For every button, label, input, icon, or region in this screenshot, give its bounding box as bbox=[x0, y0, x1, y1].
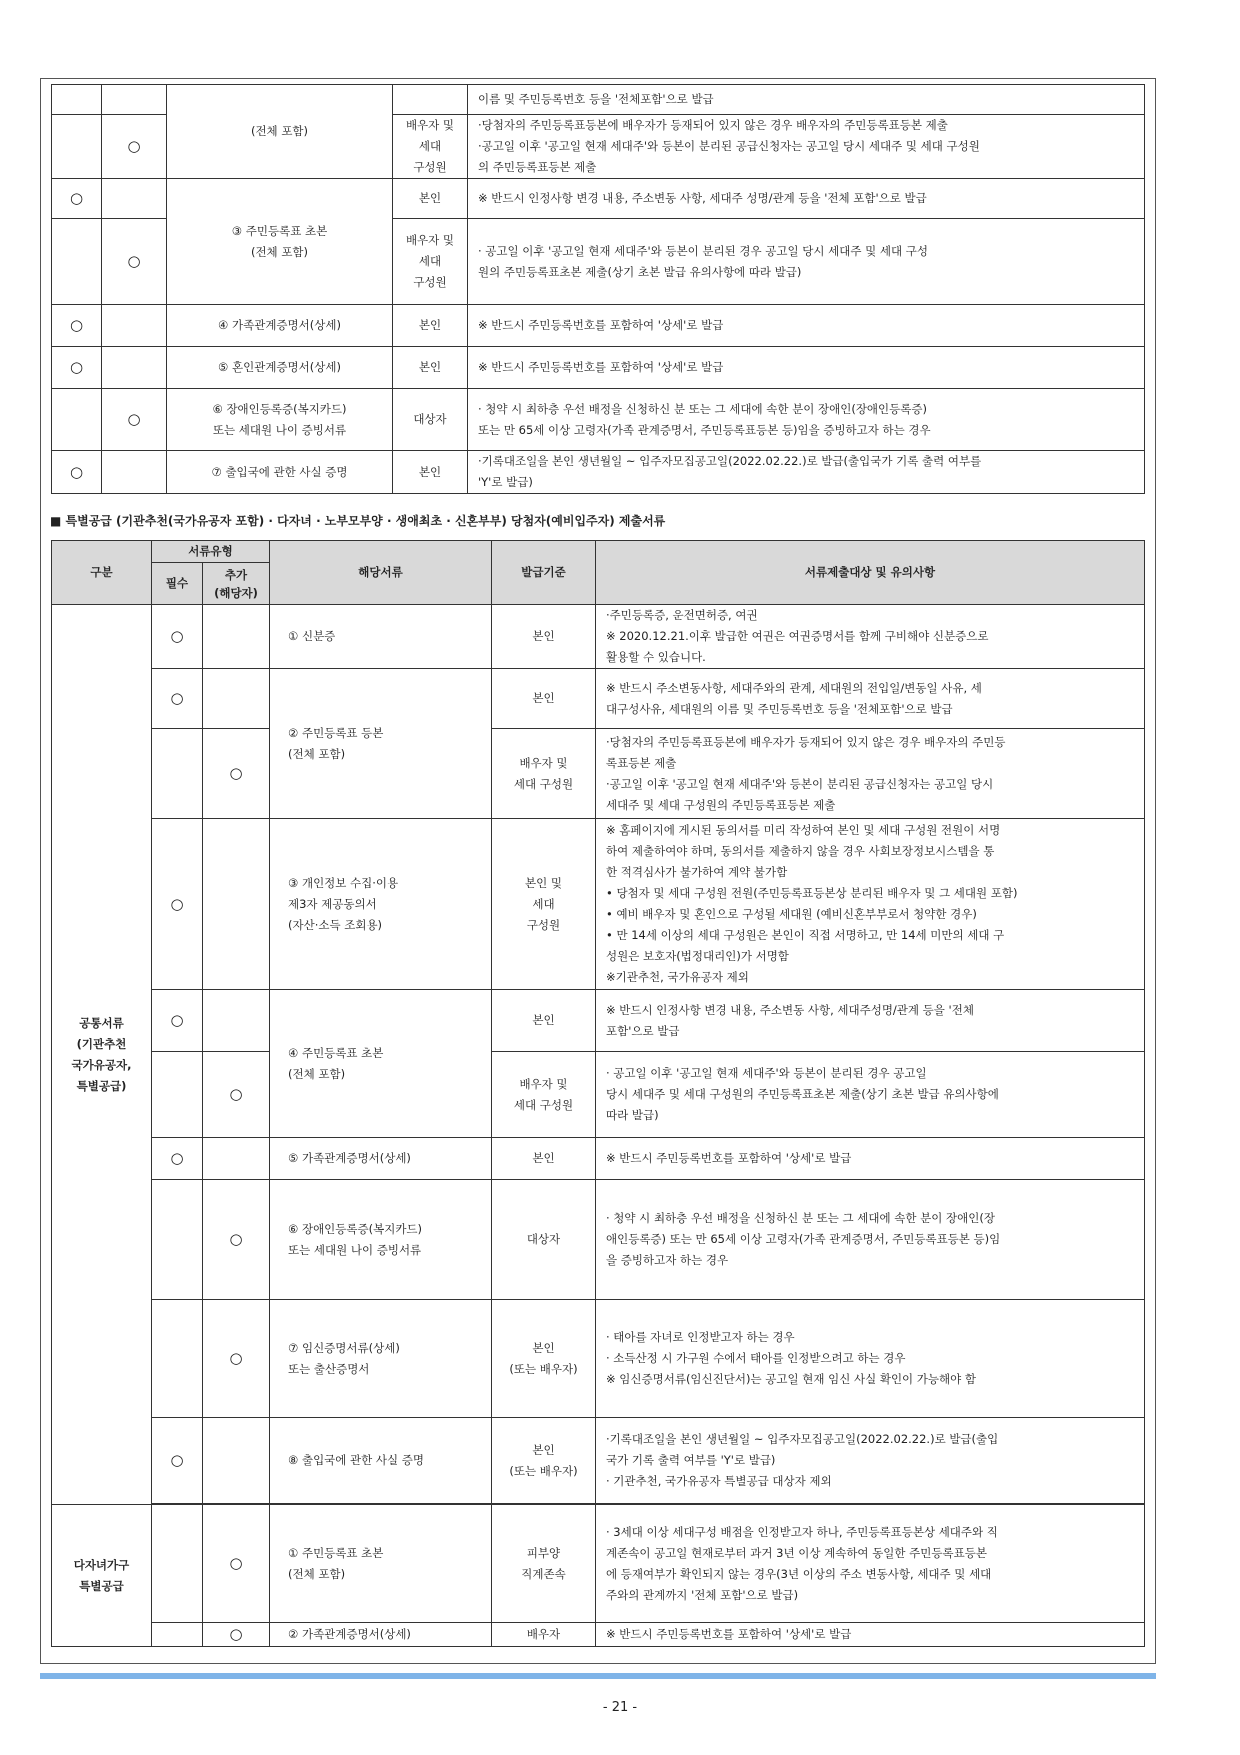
table-row: 공통서류 (기관추천 국가유공자, 특별공급) ○ ① 신분증 본인 ·주민등록증, 운전면허증, 여권 ※ 2020.12.21.이후 발급한 여권은 여권증명서를 함께 구비해야 신분증으로 활용할 수 있습니다. bbox=[52, 605, 1145, 669]
table-row: 다자녀가구 특별공급 ○ ① 주민등록표 초본 (전체 포함) 피부양 직계존속 · 3세대 이상 세대구성 배점을 인정받고자 하나, 주민등록표등본상 세대주와 직 계존속이 공고일 현재로부터 과거 3년 이상 계속하여 동일한 주민등록표등본 에 등재여부가 확인되지 않는 경우(3년 이상의 주소 변동사항, 세대주 및 세대 주와의 관계까지 '전체 포함'으로 발급) bbox=[52, 1505, 1145, 1623]
table-row bbox=[52, 85, 1145, 115]
additional-mark: ○ bbox=[102, 115, 167, 179]
table-row: ○ 배우자 및 세대 구성원 · 공고일 이후 '공고일 현재 세대주'와 등본이 분리된 경우 공고일 당시 세대주 및 세대 구성 원의 주민등록표초본 제출(상기 초본 발급 유의사항에 따라 발급) bbox=[52, 219, 1145, 305]
document-name: ⑥ 장애인등록증(복지카드) 또는 세대원 나이 증빙서류 bbox=[270, 1180, 492, 1300]
category-common: 공통서류 (기관추천 국가유공자, 특별공급) bbox=[52, 605, 152, 1505]
header-category: 구분 bbox=[52, 541, 152, 605]
note: 이름 및 주민등록번호 등을 '전체포함'으로 발급 bbox=[468, 85, 1145, 115]
table-row: ○ ⑥ 장애인등록증(복지카드) 또는 세대원 나이 증빙서류 대상자 · 청약 시 최하층 우선 배정을 신청하신 분 또는 그 세대에 속한 분이 장애인(장애인등록증) 또는 만 65세 이상 고령자(가족 관계증명서, 주민등록표등본 등)임을 증빙하고자 하는 경우 bbox=[52, 389, 1145, 451]
document-name: ⑤ 가족관계증명서(상세) bbox=[270, 1138, 492, 1180]
document-name: ④ 주민등록표 초본 (전체 포함) bbox=[270, 990, 492, 1138]
table-row: ○ ⑦ 임신증명서류(상세) 또는 출산증명서 본인 (또는 배우자) · 태아를 자녀로 인정받고자 하는 경우 · 소득산정 시 가구원 수에서 태아를 인정받으려고 하는 경우 ※ 임신증명서류(임신진단서)는 공고일 현재 임신 사실 확인이 가능해야 함 bbox=[52, 1300, 1145, 1418]
document-name: (전체 포함) bbox=[167, 85, 393, 179]
category-multi-child: 다자녀가구 특별공급 bbox=[52, 1505, 152, 1647]
table-row: ○ ⑥ 장애인등록증(복지카드) 또는 세대원 나이 증빙서류 대상자 · 청약 시 최하층 우선 배정을 신청하신 분 또는 그 세대에 속한 분이 장애인(장 애인등록증) 또는 만 65세 이상 고령자(가족 관계증명서, 주민등록표등본 등)임 을 증빙하고자 하는 경우 bbox=[52, 1180, 1145, 1300]
table-row: ○ ⑤ 혼인관계증명서(상세) 본인 ※ 반드시 주민등록번호를 포함하여 '상세'로 발급 bbox=[52, 347, 1145, 389]
table-row: ○ 배우자 및 세대 구성원 ·당첨자의 주민등록표등본에 배우자가 등재되어 있지 않은 경우 배우자의 주민등록표등본 제출 ·공고일 이후 '공고일 현재 세대주'와 등본이 분리된 공급신청자는 공고일 당시 세대주 및 세대 구성원 의 주민등록표등본 제출 bbox=[52, 115, 1145, 179]
document-name: ② 가족관계증명서(상세) bbox=[270, 1623, 492, 1647]
footer-bar bbox=[40, 1673, 1156, 1679]
header-required: 필수 bbox=[152, 563, 203, 605]
table-row: ○ ④ 가족관계증명서(상세) 본인 ※ 반드시 주민등록번호를 포함하여 '상세'로 발급 bbox=[52, 305, 1145, 347]
document-name: ① 주민등록표 초본 (전체 포함) bbox=[270, 1505, 492, 1623]
table-row: ○ ⑧ 출입국에 관한 사실 증명 본인 (또는 배우자) ·기록대조일을 본인 생년월일 ~ 입주자모집공고일(2022.02.22.)로 발급(출입 국가 기록 출력 여부를 'Y'로 발급) · 기관추천, 국가유공자 특별공급 대상자 제외 bbox=[52, 1418, 1145, 1504]
table-row: ○ 배우자 및 세대 구성원 ·당첨자의 주민등록표등본에 배우자가 등재되어 있지 않은 경우 배우자의 주민등 록표등본 제출 ·공고일 이후 '공고일 현재 세대주'와 등본이 분리된 공급신청자는 공고일 당시 세대주 및 세대 구성원의 주민등록표등본 제출 bbox=[52, 729, 1145, 819]
header-notes: 서류제출대상 및 유의사항 bbox=[596, 541, 1145, 605]
table-row: ○ ② 가족관계증명서(상세) 배우자 ※ 반드시 주민등록번호를 포함하여 '상세'로 발급 bbox=[52, 1623, 1145, 1647]
table-row: ○ ③ 개인정보 수집·이용 제3자 제공동의서 (자산·소득 조회용) 본인 및 세대 구성원 ※ 홈페이지에 게시된 동의서를 미리 작성하여 본인 및 세대 구성원 전원이 서명 하여 제출하여야 하며, 동의서를 제출하지 않을 경우 사회보장정보시스템을 통 한 적격심사가 불가하여 계약 불가함 • 당첨자 및 세대 구성원 전원(주민등록표등본상 분리된 배우자 및 그 세대원 포함) • 예비 배우자 및 혼인으로 구성될 세대원 (예비신혼부부로서 청약한 경우) • 만 14세 이상의 세대 구성원은 본인이 직접 서명하고, 만 14세 미만의 세대 구 성원은 보호자(법정대리인)가 서명함 ※기관추천, 국가유공자 제외 bbox=[52, 819, 1145, 990]
table-row: ○ ⑤ 가족관계증명서(상세) 본인 ※ 반드시 주민등록번호를 포함하여 '상세'로 발급 bbox=[52, 1138, 1145, 1180]
required-mark: ○ bbox=[52, 179, 102, 219]
document-name: ③ 개인정보 수집·이용 제3자 제공동의서 (자산·소득 조회용) bbox=[270, 819, 492, 990]
document-name: ⑧ 출입국에 관한 사실 증명 bbox=[270, 1418, 492, 1504]
section-title: ■ 특별공급 (기관추천(국가유공자 포함) · 다자녀 · 노부모부양 · 생애최초 · 신혼부부) 당첨자(예비입주자) 제출서류 bbox=[50, 514, 666, 528]
document-name: ⑦ 임신증명서류(상세) 또는 출산증명서 bbox=[270, 1300, 492, 1418]
table-row: ○ ③ 주민등록표 초본 (전체 포함) 본인 ※ 반드시 인정사항 변경 내용, 주소변동 사항, 세대주 성명/관계 등을 '전체 포함'으로 발급 bbox=[52, 179, 1145, 219]
document-name: ③ 주민등록표 초본 (전체 포함) bbox=[167, 179, 393, 305]
header-additional: 추가 (해당자) bbox=[203, 563, 270, 605]
special-supply-documents-table bbox=[51, 540, 1145, 1647]
table-row: ○ ④ 주민등록표 초본 (전체 포함) 본인 ※ 반드시 인정사항 변경 내용, 주소변동 사항, 세대주성명/관계 등을 '전체 포함'으로 발급 bbox=[52, 990, 1145, 1052]
table-row: ○ ② 주민등록표 등본 (전체 포함) 본인 ※ 반드시 주소변동사항, 세대주와의 관계, 세대원의 전입일/변동일 사유, 세 대구성사유, 세대원의 이름 및 주민등록번호 등을 '전체포함'으로 발급 bbox=[52, 669, 1145, 729]
header-standard: 발급기준 bbox=[492, 541, 596, 605]
page-number: - 21 - bbox=[602, 1700, 638, 1715]
document-name: ① 신분증 bbox=[270, 605, 492, 669]
table-row: ○ ⑦ 출입국에 관한 사실 증명 본인 ·기록대조일을 본인 생년월일 ~ 입주자모집공고일(2022.02.22.)로 발급(출입국가 기록 출력 여부를 'Y'로 발급) bbox=[52, 451, 1145, 494]
top-documents-table bbox=[51, 84, 1145, 494]
document-name: ② 주민등록표 등본 (전체 포함) bbox=[270, 669, 492, 819]
header-document: 해당서류 bbox=[270, 541, 492, 605]
header-doc-type: 서류유형 bbox=[152, 541, 270, 563]
table-row: ○ 배우자 및 세대 구성원 · 공고일 이후 '공고일 현재 세대주'와 등본이 분리된 경우 공고일 당시 세대주 및 세대 구성원의 주민등록표초본 제출(상기 초본 발급 유의사항에 따라 발급) bbox=[52, 1052, 1145, 1138]
